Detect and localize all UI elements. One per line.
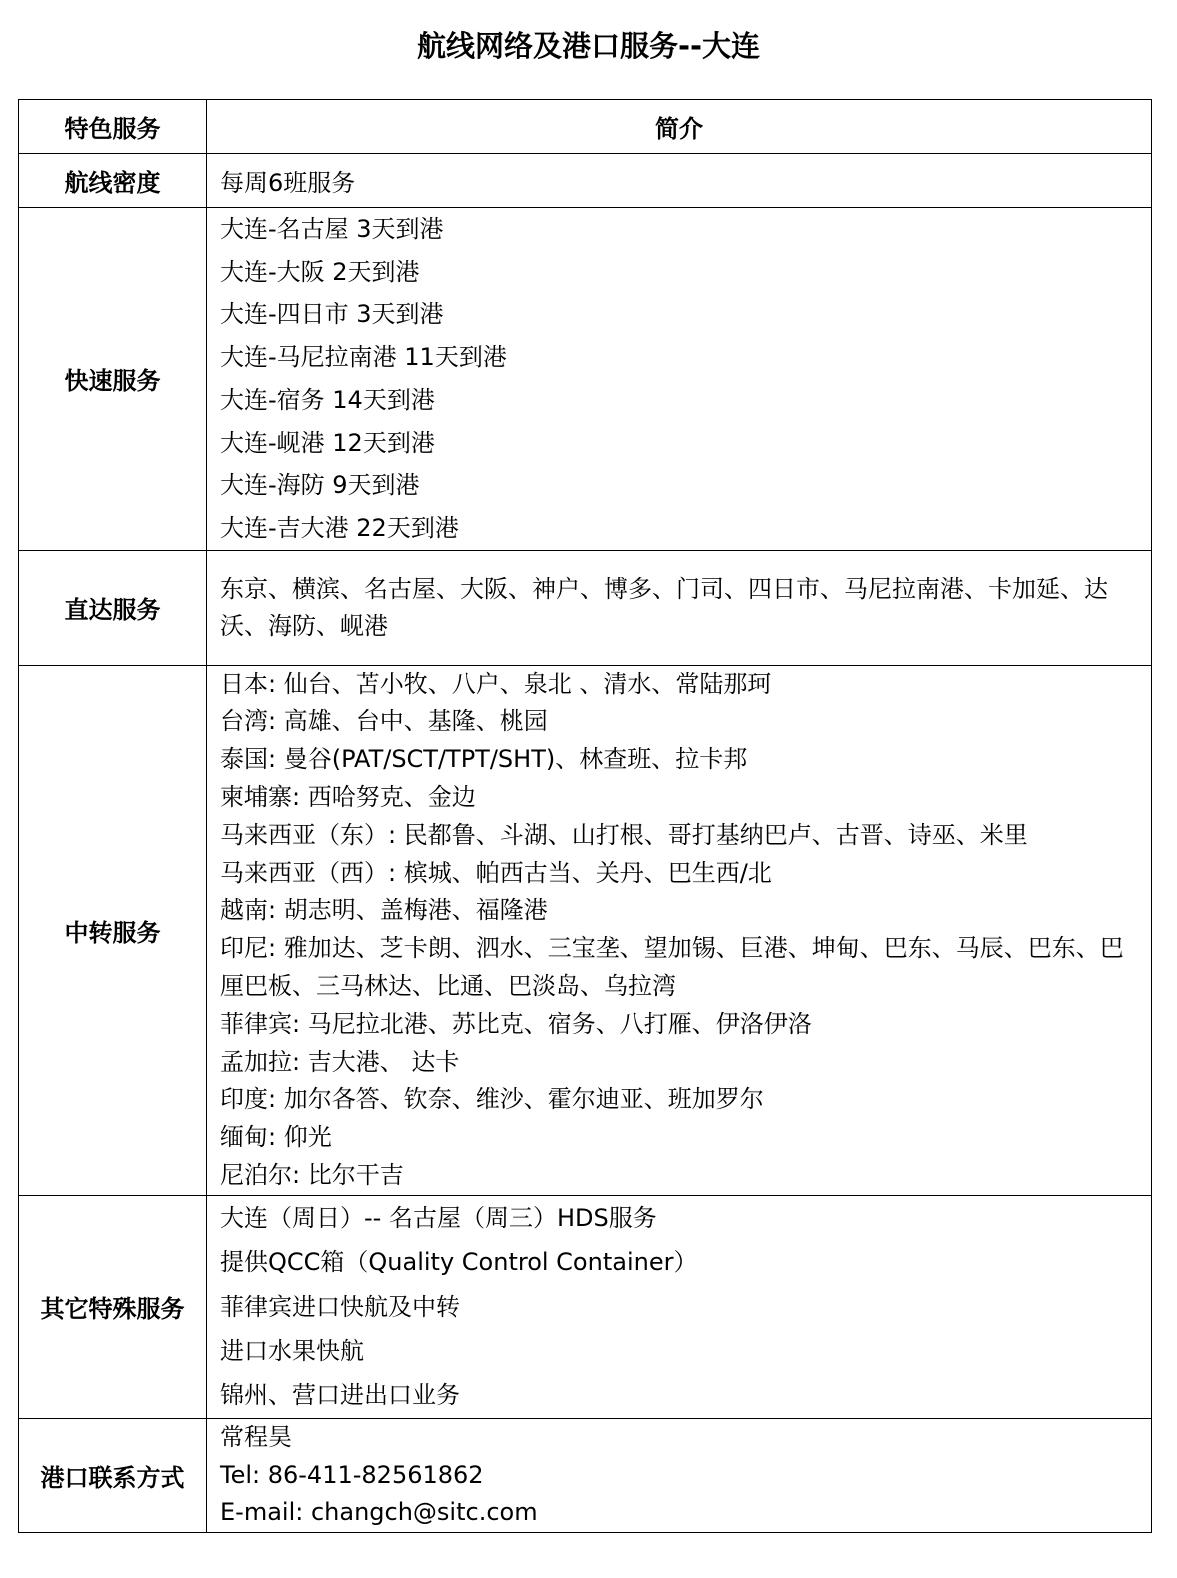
transfer-line: 缅甸: 仰光 xyxy=(220,1123,332,1152)
express-route: 大连-吉大港 22天到港 xyxy=(220,513,459,542)
express-route: 大连-马尼拉南港 11天到港 xyxy=(220,343,507,372)
contact-email[interactable]: E-mail: changch@sitc.com xyxy=(220,1498,538,1527)
row-label: 中转服务 xyxy=(19,665,207,1195)
row-transfer-service xyxy=(19,665,1152,1195)
transfer-line: 马来西亚（东）: 民都鲁、斗湖、山打根、哥打基纳巴卢、古晋、诗巫、米里 xyxy=(220,820,1028,849)
content-line: 每周6班服务 xyxy=(220,169,356,197)
express-route: 大连-名古屋 3天到港 xyxy=(220,215,444,243)
table-header-row xyxy=(19,100,1152,154)
other-line: 锦州、营口进出口业务 xyxy=(220,1381,460,1410)
row-content xyxy=(207,208,1152,551)
header-description: 简介 xyxy=(207,100,1152,154)
contact-phone: Tel: 86-411-82561862 xyxy=(220,1460,484,1489)
row-port-contact xyxy=(19,1418,1152,1532)
transfer-line: 台湾: 高雄、台中、基隆、桃园 xyxy=(220,707,548,736)
transfer-line: 孟加拉: 吉大港、 达卡 xyxy=(220,1047,460,1076)
other-line: 菲律宾进口快航及中转 xyxy=(220,1292,460,1321)
express-route: 大连-岘港 12天到港 xyxy=(220,428,435,457)
other-line: 大连（周日）-- 名古屋（周三）HDS服务 xyxy=(220,1203,657,1232)
other-line: 提供QCC箱（Quality Control Container） xyxy=(220,1248,698,1277)
row-route-density xyxy=(19,154,1152,208)
transfer-line: 马来西亚（西）: 槟城、帕西古当、关丹、巴生西/北 xyxy=(220,858,772,887)
transfer-line: 柬埔寨: 西哈努克、金边 xyxy=(220,783,476,812)
header-feature: 特色服务 xyxy=(19,100,207,154)
transfer-line: 印尼: 雅加达、芝卡朗、泗水、三宝垄、望加锡、巨港、坤甸、巴东、马辰、巴东、巴厘巴板、三马林达、比通、巴淡岛、乌拉湾 xyxy=(220,934,1124,1000)
contact-name: 常程昊 xyxy=(220,1422,292,1451)
row-content xyxy=(207,550,1152,665)
row-content xyxy=(207,154,1152,208)
direct-ports: 东京、横滨、名古屋、大阪、神户、博多、门司、四日市、马尼拉南港、卡加延、达沃、海防、岘港 xyxy=(220,574,1108,640)
row-content xyxy=(207,1195,1152,1418)
row-content xyxy=(207,1418,1152,1532)
express-route: 大连-海防 9天到港 xyxy=(220,471,420,500)
page-title: 航线网络及港口服务--大连 xyxy=(416,29,761,63)
transfer-line: 印度: 加尔各答、钦奈、维沙、霍尔迪亚、班加罗尔 xyxy=(220,1085,764,1114)
other-line: 进口水果快航 xyxy=(220,1337,364,1365)
transfer-line: 越南: 胡志明、盖梅港、福隆港 xyxy=(220,896,548,925)
transfer-line: 泰国: 曼谷(PAT/SCT/TPT/SHT)、林查班、拉卡邦 xyxy=(220,745,748,774)
row-label: 快速服务 xyxy=(19,208,207,551)
transfer-line: 日本: 仙台、苫小牧、八户、泉北 、清水、常陆那珂 xyxy=(220,669,772,698)
row-label: 其它特殊服务 xyxy=(19,1195,207,1418)
row-direct-service xyxy=(19,550,1152,665)
service-table xyxy=(18,99,1152,1533)
express-route: 大连-大阪 2天到港 xyxy=(220,257,420,286)
transfer-line: 尼泊尔: 比尔干吉 xyxy=(220,1160,404,1189)
express-route: 大连-宿务 14天到港 xyxy=(220,385,435,414)
row-other-special-service xyxy=(19,1195,1152,1418)
row-label: 航线密度 xyxy=(19,154,207,208)
row-content xyxy=(207,665,1152,1195)
row-express-service xyxy=(19,208,1152,551)
express-route: 大连-四日市 3天到港 xyxy=(220,300,444,329)
row-label: 直达服务 xyxy=(19,550,207,665)
transfer-line: 菲律宾: 马尼拉北港、苏比克、宿务、八打雁、伊洛伊洛 xyxy=(220,1009,812,1038)
row-label: 港口联系方式 xyxy=(19,1418,207,1532)
